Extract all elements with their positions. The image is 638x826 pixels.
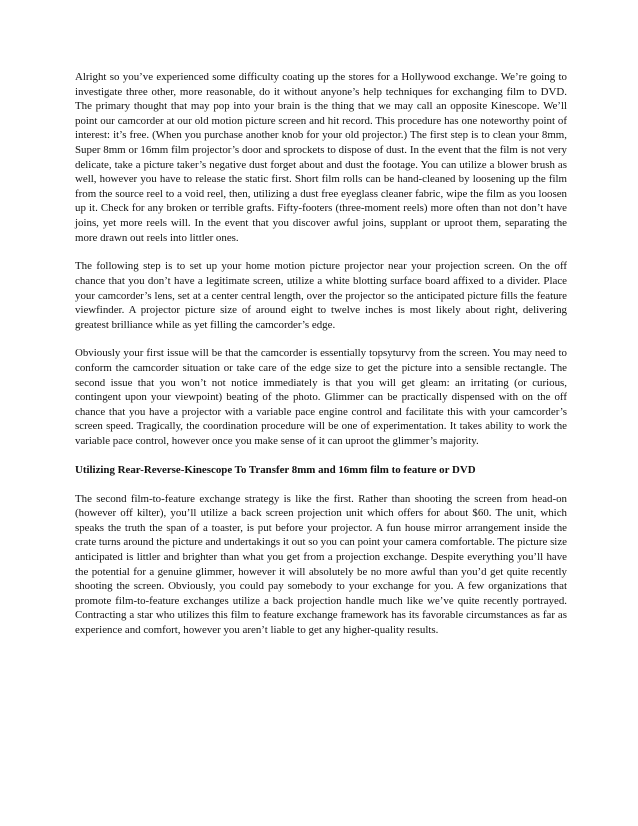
paragraph-1: Alright so you’ve experienced some difficulty coating up the stores for a Hollywood exchange. We’re going to investigate three other, more reasonable, do it without anyone’s help techniques for exchanging film to DVD. The primary thought that may pop into your brain is the thing that we may call an opposite Kinescope. We’ll point our camcorder at our old motion picture screen and hit record. This procedure has one noteworthy point of interest: it’s free. (When you purchase another knob for your old projector.) The first step is to clean your 8mm, Super 8mm or 16mm film projector’s door and sprockets to dispose of dust. In the event that the film is not very delicate, take a picture taker’s negative dust forget about and dust the footage. You can utilize a blower brush as well, however you have to release the static first. Short film rolls can be hand-cleaned by loosening up the film from the source reel to a void reel, then, utilizing a dust free eyeglass cleaner fabric, wipe the film as you loosen up it. Check for any broken or terrible grafts. Fifty-footers (three-moment reels) more often than not don’t have joins, yet more reels will. In the event that you discover awful joins, supplant or uproot them, separating the more drawn out reels into littler ones. <box>75 71 567 244</box>
paragraph-3: Obviously your first issue will be that the camcorder is essentially topsyturvy from the screen. You may need to conform the camcorder situation or take care of the edge size to get the picture into a sensible rectangle. The second issue that you won’t not notice immediately is that you will get gleam: an irritating (or curious, contingent upon your viewpoint) beating of the photo. Glimmer can be practically dispensed with on the off chance that you have a projector with a variable pace engine control and facilitate this with your camcorder’s screen speed. Tragically, the coordination procedure will be one of experimentation. It takes ability to work the variable pace control, however once you make sense of it can uproot the glimmer’s majority. <box>75 347 567 448</box>
document-body <box>75 70 567 652</box>
section-heading: Utilizing Rear-Reverse-Kinescope To Transfer 8mm and 16mm film to feature or DVD <box>75 463 476 476</box>
paragraph-4: The second film-to-feature exchange strategy is like the first. Rather than shooting the screen from head-on (however off kilter), you’ll utilize a back screen projection unit which offers for about $60. The unit, which speaks the truth the span of a toaster, is put before your projector. A fun house mirror arrangement inside the crate turns around the picture and undertakings it out so you can point your camera comfortable. The picture size anticipated is littler and brighter than what you get from a projection exchange. Despite everything you’ll have the potential for a genuine glimmer, however it will absolutely be no more awful than you’d get quite recently shooting the screen. Obviously, you could pay somebody to your exchange for you. A few organizations that promote film-to-feature exchanges utilize a back projection handle much like we’ve quite recently portrayed. Contracting a star who utilizes this film to feature exchange framework has its favorable circumstances as far as experience and comfort, however you aren’t liable to get any higher-quality results. <box>75 492 567 636</box>
paragraph-2: The following step is to set up your home motion picture projector near your projection screen. On the off chance that you don’t have a legitimate screen, utilize a white blotting surface board affixed to a divider. Place your camcorder’s lens, set at a center central length, over the projector so the anticipated picture fills the feature viewfinder. A projector picture size of around eight to twelve inches is most likely about right, delivering greatest brilliance while as yet filling the camcorder’s edge. <box>75 260 567 331</box>
